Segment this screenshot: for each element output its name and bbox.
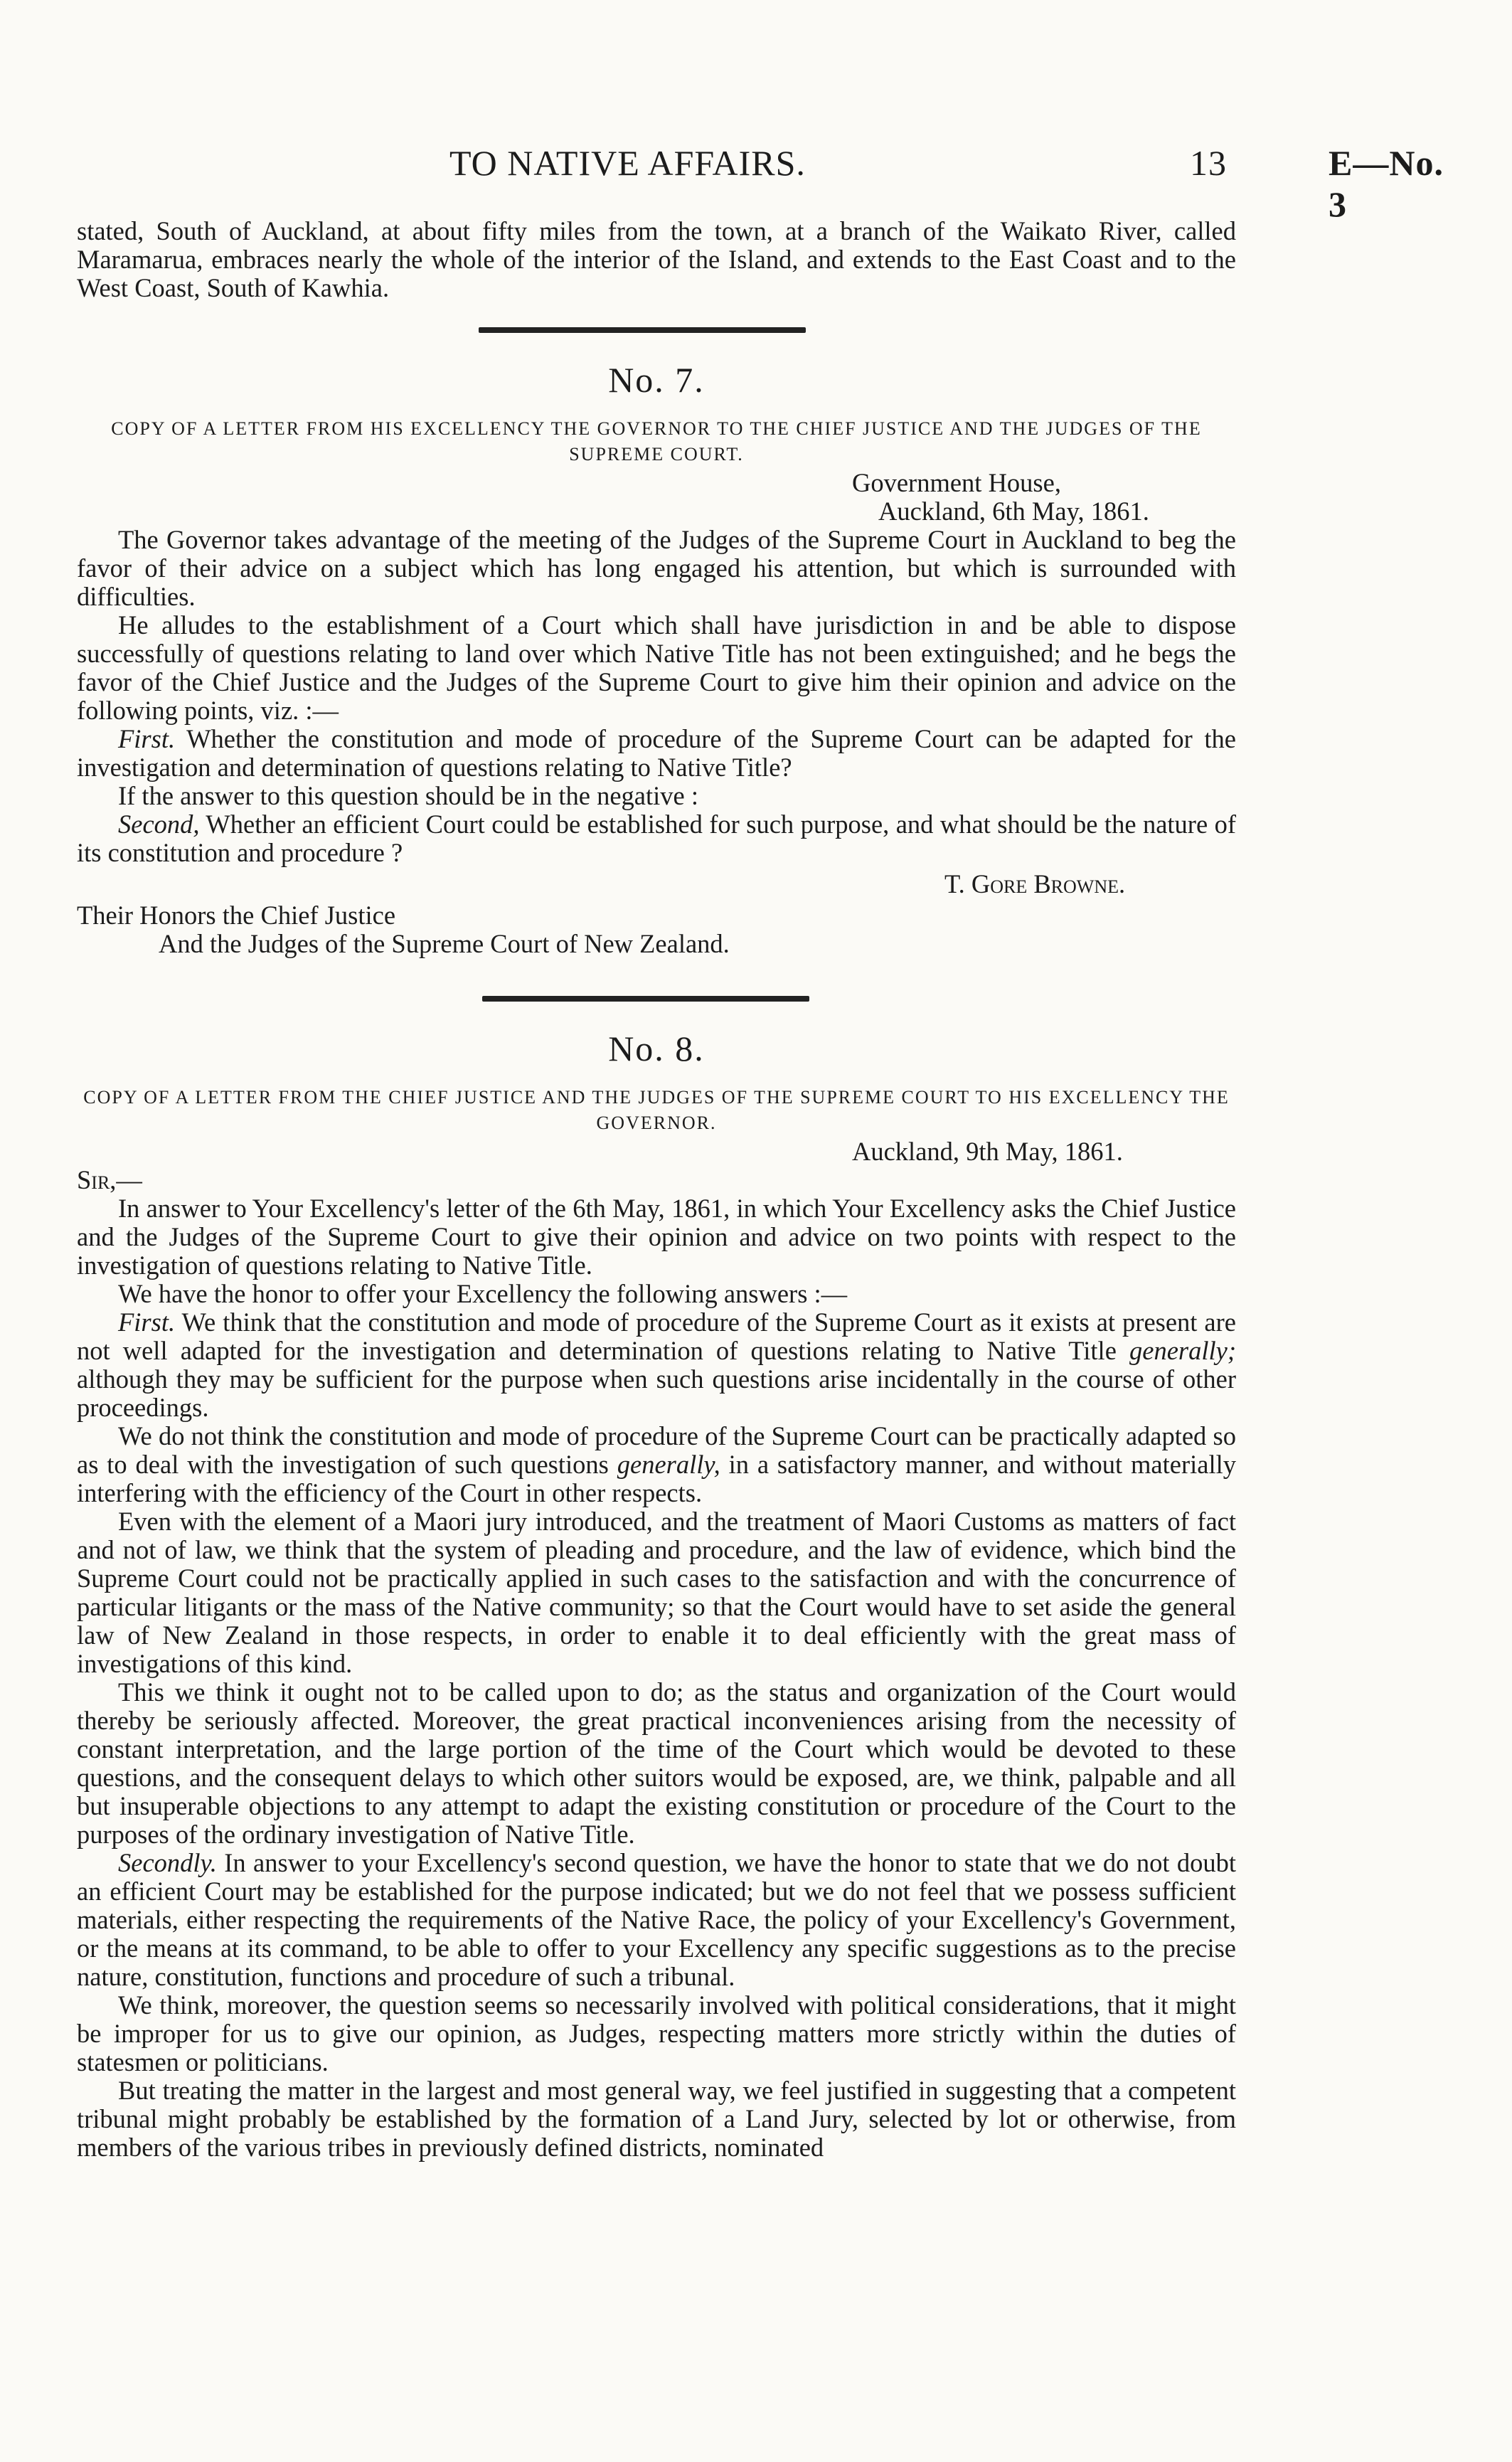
doc7-caption: COPY OF A LETTER FROM HIS EXCELLENCY THE GOVERNOR TO THE CHIEF JUSTICE AND THE JUDGES OF THE SUPREME COURT. bbox=[111, 418, 1202, 465]
doc8-first-text-a: We think that the constitution and mode of procedure of the Supreme Court as it exists at present are not well adapted for the investigation and determination of questions relating to Native Title bbox=[77, 1307, 1236, 1365]
doc7-date: Auckland, 6th May, 1861. bbox=[878, 497, 1149, 526]
doc8-paragraph-5: Even with the element of a Maori jury introduced, and the treatment of Maori Customs as matters of fact and not of law, we think that the system of pleading and procedure, and the law of evidence, which bind the Supreme Court could not be practically applied in such cases to the satisfaction and with the concurrence of particular litigants or the mass of the Native community; so that the Court would have to set aside the general law of New Zealand in those respects, in order to enable it to deal efficiently with the great mass of investigations of this kind. bbox=[77, 1507, 1236, 1678]
doc8-paragraph-3 bbox=[77, 1308, 1236, 1422]
document-7 bbox=[77, 359, 1236, 958]
doc8-paragraph-2: We have the honor to offer your Excellency the following answers :— bbox=[118, 1279, 848, 1308]
page-header bbox=[77, 142, 1457, 224]
page-number: 13 bbox=[1190, 143, 1227, 183]
series-number: E—No. 3 bbox=[1329, 143, 1444, 224]
doc8-first-label: First. bbox=[118, 1307, 176, 1337]
doc8-p4-text-a: We do not think the constitution and mode of procedure of the Supreme Court can be practically adapted so as to deal with the investigation of such questions bbox=[77, 1421, 1236, 1479]
intro-section bbox=[77, 217, 1236, 302]
doc8-paragraph-1: In answer to Your Excellency's letter of the 6th May, 1861, in which Your Excellency asks the Chief Justice and the Judges of the Supreme Court to give their opinion and advice on two points with respect to the investigation of questions relating to Native Title. bbox=[77, 1194, 1236, 1280]
separator-rule-2 bbox=[77, 996, 1236, 1002]
document-8 bbox=[77, 1028, 1236, 2162]
doc8-paragraph-6: This we think it ought not to be called upon to do; as the status and organization of the Court would thereby be seriously affected. Moreover, the great practical inconveniences arising from the necessity of constant interpretation, and the large portion of the time of the Court which would be devoted to these questions, and the consequent delays to which other suitors would be exposed, are, we think, palpable and all but insuperable objections to any attempt to adapt the existing constitution or procedure of the Court to the purposes of the ordinary investigation of Native Title. bbox=[77, 1677, 1236, 1849]
doc7-first-text: Whether the constitution and mode of procedure of the Supreme Court can be adapted for the investigation and determination of questions relating to Native Title? bbox=[77, 724, 1236, 782]
doc7-second-text: Whether an efficient Court could be established for such purpose, and what should be the nature of its constitution and procedure ? bbox=[77, 810, 1236, 867]
doc7-number: No. 7. bbox=[608, 360, 705, 400]
doc7-signature: T. Gore Browne. bbox=[944, 869, 1126, 898]
doc8-paragraph-4 bbox=[77, 1422, 1236, 1507]
doc8-secondly-label: Secondly. bbox=[118, 1848, 217, 1877]
doc8-paragraph-8: We think, moreover, the question seems so necessarily involved with political considerations, that it might be improper for us to give our opinion, as Judges, respecting matters more strictly within the duties of statesmen or politicians. bbox=[77, 1990, 1236, 2076]
doc7-paragraph-4: If the answer to this question should be in the negative : bbox=[118, 781, 699, 810]
doc7-place: Government House, bbox=[852, 468, 1061, 497]
running-title: TO NATIVE AFFAIRS. bbox=[449, 143, 806, 183]
doc8-p4-emphasis: generally, bbox=[617, 1450, 720, 1479]
doc8-paragraph-9: But treating the matter in the largest and most general way, we feel justified in suggesting that a competent tribunal might probably be established by the formation of a Land Jury, selected by lot or otherwise, from members of the various tribes in previously defined districts, nominated bbox=[77, 2076, 1236, 2162]
doc8-first-emphasis: generally; bbox=[1129, 1336, 1236, 1365]
doc7-addressee-line-1: Their Honors the Chief Justice bbox=[77, 901, 396, 930]
doc8-salutation: Sir,— bbox=[77, 1165, 142, 1194]
doc8-caption: COPY OF A LETTER FROM THE CHIEF JUSTICE AND THE JUDGES OF THE SUPREME COURT TO HIS EXCELLENCY THE GOVERNOR. bbox=[83, 1087, 1230, 1133]
doc8-first-text-b: although they may be sufficient for the purpose when such questions arise incidentally in the course of other proceedings. bbox=[77, 1364, 1236, 1422]
doc7-addressee-line-2: And the Judges of the Supreme Court of New Zealand. bbox=[159, 929, 730, 958]
doc7-second-label: Second, bbox=[118, 810, 200, 839]
doc7-first-label: First. bbox=[118, 724, 176, 753]
doc8-paragraph-7 bbox=[77, 1849, 1236, 1991]
doc8-date: Auckland, 9th May, 1861. bbox=[852, 1137, 1123, 1166]
doc8-secondly-text: In answer to your Excellency's second question, we have the honor to state that we do not doubt an efficient Court may be established for the purpose indicated; but we do not feel that we possess sufficient materials, either respecting the requirements of the Native Race, the policy of your Excellency's Government, or the means at its command, to be able to offer to your Excellency any specific suggestions as to the precise nature, constitution, functions and procedure of such a tribunal. bbox=[77, 1848, 1236, 1991]
doc8-number: No. 8. bbox=[608, 1029, 705, 1068]
doc7-paragraph-2: He alludes to the establishment of a Court which shall have jurisdiction in and be able to dispose successfully of questions relating to land over which Native Title has not been extinguished; and he begs the favor of the Chief Justice and the Judges of the Supreme Court to give him their opinion and advice on the following points, viz. :— bbox=[77, 610, 1236, 725]
intro-paragraph: stated, South of Auckland, at about fifty miles from the town, at a branch of the Waikato River, called Maramarua, embraces nearly the whole of the interior of the Island, and extends to the East Coast and to the West Coast, South of Kawhia. bbox=[77, 216, 1236, 302]
doc8-p4-text-b: in a satisfactory manner, and without materially interfering with the efficiency of the Court in other respects. bbox=[77, 1450, 1236, 1507]
doc7-paragraph-5 bbox=[77, 810, 1236, 867]
separator-rule-1 bbox=[77, 327, 1236, 333]
doc7-paragraph-1: The Governor takes advantage of the meeting of the Judges of the Supreme Court in Auckland to beg the favor of their advice on a subject which has long engaged his attention, but which is surrounded with difficulties. bbox=[77, 525, 1236, 611]
doc7-paragraph-3 bbox=[77, 725, 1236, 782]
